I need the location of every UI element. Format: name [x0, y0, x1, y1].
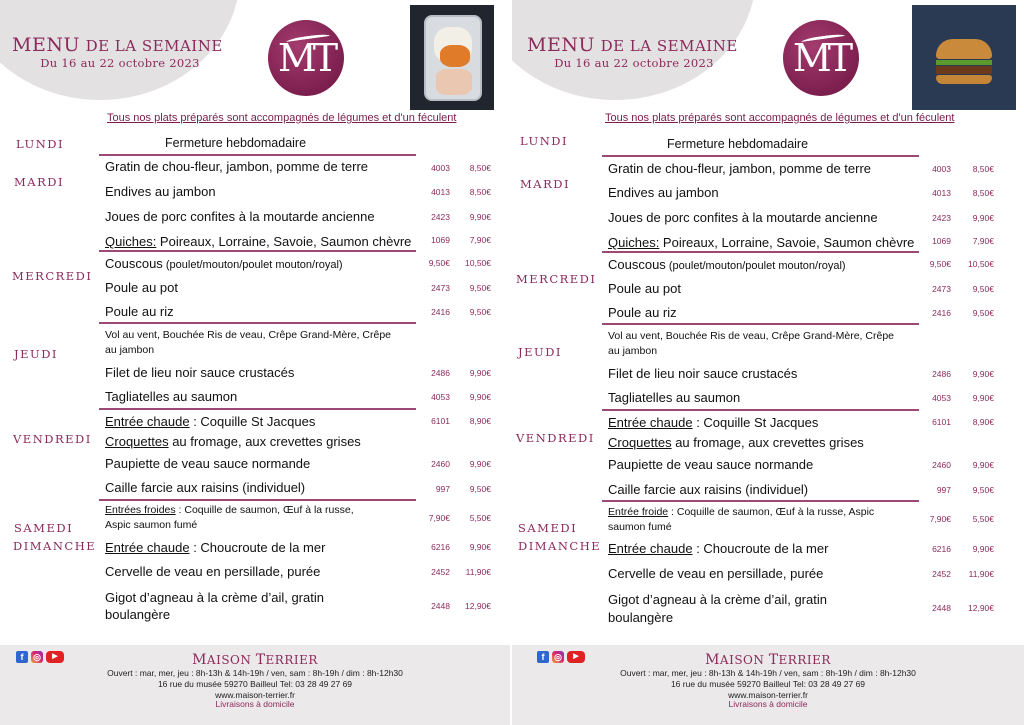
dish-filet: Filet de lieu noir sauce crustacés [608, 366, 798, 381]
dish-croquettes: Croquettes au fromage, aux crevettes grises [608, 435, 864, 450]
dish-code: 1069 [431, 235, 450, 245]
dish-code: 6101 [431, 416, 450, 426]
facebook-icon[interactable]: f [537, 651, 549, 663]
dish-code: 7,90€ [929, 514, 951, 524]
dish-code: 2486 [932, 369, 951, 379]
fermeture-hebdomadaire: Fermeture hebdomadaire [165, 136, 307, 150]
accompaniment-note: Tous nos plats préparés sont accompagnés de légumes et d'un féculent [605, 112, 955, 124]
dish-price: 11,90€ [465, 567, 491, 577]
facebook-icon[interactable]: f [16, 651, 28, 663]
menu-title: MENU DE LA SEMAINE [527, 34, 738, 56]
day-jeudi: JEUDI [14, 347, 58, 361]
dish-code: 7,90€ [428, 513, 450, 523]
day-dimanche: DIMANCHE [13, 539, 97, 553]
dish-code: 997 [936, 485, 951, 495]
dish-price: 9,90€ [972, 460, 994, 470]
day-samedi: SAMEDI [14, 521, 74, 535]
dish-paupiette: Paupiette de veau sauce normande [105, 456, 311, 471]
delivery-note: Livraisons à domicile [215, 699, 295, 709]
address: 16 rue du musée 59270 Bailleul Tel: 03 28 49 27 69 [157, 679, 353, 689]
dish-price: 7,90€ [972, 236, 994, 246]
dish-code: 4013 [932, 188, 951, 198]
day-mercredi: MERCREDI [516, 272, 597, 286]
dish-price: 9,90€ [972, 544, 994, 554]
dish-code: 4003 [932, 164, 951, 174]
dish-price: 8,50€ [972, 188, 994, 198]
dish-price: 9,90€ [469, 542, 491, 552]
dish-code: 997 [435, 484, 450, 494]
dish-paupiette: Paupiette de veau sauce normande [608, 457, 814, 472]
dish-price: 5,50€ [469, 513, 491, 523]
brand-name: MAISON TERRIER [705, 652, 831, 668]
maison-terrier-logo: MT [783, 20, 859, 96]
dish-entree-chaude: Entrée chaude : Coquille St Jacques [105, 414, 316, 429]
dish-gigot: Gigot d’agneau à la crème d’ail, gratin boulangère [608, 592, 827, 625]
dish-price: 8,50€ [972, 164, 994, 174]
menu-dates: Du 16 au 22 octobre 2023 [40, 56, 200, 70]
dish-price: 8,50€ [469, 163, 491, 173]
dish-price: 9,50€ [972, 284, 994, 294]
dish-filet: Filet de lieu noir sauce crustacés [105, 365, 295, 380]
dish-entree-chaude-sam: Entrée chaude : Choucroute de la mer [608, 541, 829, 556]
accompaniment-note: Tous nos plats préparés sont accompagnés de légumes et d'un féculent [107, 112, 457, 124]
separator [602, 251, 919, 253]
separator [602, 155, 919, 157]
dish-quiches: Quiches: Poireaux, Lorraine, Savoie, Saumon chèvre [608, 235, 915, 250]
dish-code: 2416 [431, 307, 450, 317]
dish-price: 10,50€ [465, 258, 491, 268]
dish-code: 4013 [431, 187, 450, 197]
dish-price: 8,90€ [972, 417, 994, 427]
dish-price: 11,90€ [968, 569, 994, 579]
day-samedi: SAMEDI [518, 521, 578, 535]
website-link[interactable]: www.maison-terrier.fr [215, 690, 295, 700]
fermeture-hebdomadaire: Fermeture hebdomadaire [667, 137, 809, 151]
dish-joues: Joues de porc confites à la moutarde ancienne [608, 210, 878, 225]
dish-code: 2448 [431, 601, 450, 611]
dish-caille: Caille farcie aux raisins (individuel) [105, 480, 306, 495]
dish-caille: Caille farcie aux raisins (individuel) [608, 482, 809, 497]
website-link[interactable]: www.maison-terrier.fr [728, 690, 808, 700]
day-lundi: LUNDI [520, 134, 569, 148]
dish-gigot: Gigot d’agneau à la crème d’ail, gratin boulangère [105, 590, 324, 622]
dish-price: 7,90€ [469, 235, 491, 245]
dish-joues: Joues de porc confites à la moutarde ancienne [105, 209, 375, 224]
day-dimanche: DIMANCHE [518, 539, 602, 553]
dish-price: 9,90€ [469, 212, 491, 222]
dish-poule-pot: Poule au pot [608, 281, 682, 296]
dish-price: 9,50€ [469, 484, 491, 494]
dish-price: 9,50€ [469, 307, 491, 317]
dish-price: 9,50€ [972, 308, 994, 318]
dish-endives: Endives au jambon [608, 185, 719, 200]
separator [99, 154, 416, 156]
dish-photo [912, 5, 1016, 110]
dish-code: 2460 [431, 459, 450, 469]
dish-price: 9,90€ [469, 392, 491, 402]
day-lundi: LUNDI [16, 137, 65, 151]
dish-cervelle: Cervelle de veau en persillade, purée [608, 566, 824, 581]
instagram-icon[interactable]: ◎ [31, 651, 43, 663]
dish-code: 4053 [431, 392, 450, 402]
separator [99, 499, 416, 501]
dish-poule-riz: Poule au riz [105, 304, 174, 319]
dish-price: 12,90€ [968, 603, 994, 613]
dish-code: 2423 [932, 213, 951, 223]
day-mardi: MARDI [14, 175, 65, 189]
instagram-icon[interactable]: ◎ [552, 651, 564, 663]
dish-price: 9,90€ [972, 393, 994, 403]
youtube-icon[interactable]: ▶ [46, 651, 64, 663]
day-mercredi: MERCREDI [12, 269, 93, 283]
dish-vol-au-vent: Vol au vent, Bouchée Ris de veau, Crêpe Grand-Mère, Crêpe au jambon [105, 329, 391, 356]
dish-code: 2416 [932, 308, 951, 318]
dish-code: 9,50€ [929, 259, 951, 269]
separator [99, 250, 416, 252]
dish-quiches: Quiches: Poireaux, Lorraine, Savoie, Saumon chèvre [105, 234, 412, 249]
dish-code: 4053 [932, 393, 951, 403]
dish-code: 2486 [431, 368, 450, 378]
dish-price: 9,90€ [469, 459, 491, 469]
brand-name: MAISON TERRIER [192, 652, 318, 668]
youtube-icon[interactable]: ▶ [567, 651, 585, 663]
dish-photo [410, 5, 494, 110]
separator [602, 409, 919, 411]
dish-endives: Endives au jambon [105, 184, 216, 199]
dish-price: 9,50€ [972, 485, 994, 495]
dish-entrees-froides: Entrée froide : Coquille de saumon, Œuf à la russe, Aspic saumon fumé [608, 506, 875, 533]
dish-cervelle: Cervelle de veau en persillade, purée [105, 564, 321, 579]
dish-price: 9,50€ [469, 283, 491, 293]
separator [602, 500, 919, 502]
dish-entrees-froides: Entrées froides : Coquille de saumon, Œuf à la russe, Aspic saumon fumé [105, 504, 354, 531]
dish-couscous: Couscous (poulet/mouton/poulet mouton/royal) [608, 257, 846, 272]
dish-poule-riz: Poule au riz [608, 305, 677, 320]
day-vendredi: VENDREDI [516, 431, 595, 445]
dish-croquettes: Croquettes au fromage, aux crevettes grises [105, 434, 361, 449]
menu-dates: Du 16 au 22 octobre 2023 [554, 56, 714, 70]
opening-hours: Ouvert : mar, mer, jeu : 8h-13h & 14h-19h / ven, sam : 8h-19h / dim : 8h-12h30 [620, 668, 916, 678]
dish-couscous: Couscous (poulet/mouton/poulet mouton/royal) [105, 256, 343, 271]
dish-code: 2423 [431, 212, 450, 222]
dish-code: 6216 [932, 544, 951, 554]
dish-price: 12,90€ [465, 601, 491, 611]
delivery-note: Livraisons à domicile [728, 699, 808, 709]
dish-code: 6101 [932, 417, 951, 427]
dish-code: 2452 [431, 567, 450, 577]
dish-vol-au-vent: Vol au vent, Bouchée Ris de veau, Crêpe Grand-Mère, Crêpe au jambon [608, 330, 894, 357]
dish-tagliatelles: Tagliatelles au saumon [608, 390, 741, 405]
dish-tagliatelles: Tagliatelles au saumon [105, 389, 238, 404]
day-mardi: MARDI [520, 177, 571, 191]
dish-code: 6216 [431, 542, 450, 552]
dish-price: 5,50€ [972, 514, 994, 524]
dish-entree-chaude-sam: Entrée chaude : Choucroute de la mer [105, 540, 326, 555]
dish-gratin: Gratin de chou-fleur, jambon, pomme de terre [105, 159, 369, 174]
dish-code: 1069 [932, 236, 951, 246]
dish-code: 2452 [932, 569, 951, 579]
address: 16 rue du musée 59270 Bailleul Tel: 03 28 49 27 69 [670, 679, 866, 689]
separator [99, 322, 416, 324]
maison-terrier-logo: MT [268, 20, 344, 96]
dish-code: 9,50€ [428, 258, 450, 268]
day-jeudi: JEUDI [518, 345, 562, 359]
menu-title: MENU DE LA SEMAINE [12, 34, 223, 56]
dish-price: 8,50€ [469, 187, 491, 197]
dish-price: 10,50€ [968, 259, 994, 269]
dish-price: 9,90€ [972, 369, 994, 379]
menu-page-right [512, 0, 1024, 725]
dish-gratin: Gratin de chou-fleur, jambon, pomme de terre [608, 161, 872, 176]
menu-page-left [0, 0, 510, 725]
separator [99, 408, 416, 410]
dish-code: 2473 [431, 283, 450, 293]
day-vendredi: VENDREDI [13, 432, 92, 446]
separator [602, 323, 919, 325]
dish-price: 9,90€ [469, 368, 491, 378]
dish-code: 2448 [932, 603, 951, 613]
dish-code: 2460 [932, 460, 951, 470]
dish-price: 9,90€ [972, 213, 994, 223]
dish-entree-chaude: Entrée chaude : Coquille St Jacques [608, 415, 819, 430]
dish-code: 4003 [431, 163, 450, 173]
dish-code: 2473 [932, 284, 951, 294]
opening-hours: Ouvert : mar, mer, jeu : 8h-13h & 14h-19h / ven, sam : 8h-19h / dim : 8h-12h30 [107, 668, 403, 678]
dish-poule-pot: Poule au pot [105, 280, 179, 295]
dish-price: 8,90€ [469, 416, 491, 426]
